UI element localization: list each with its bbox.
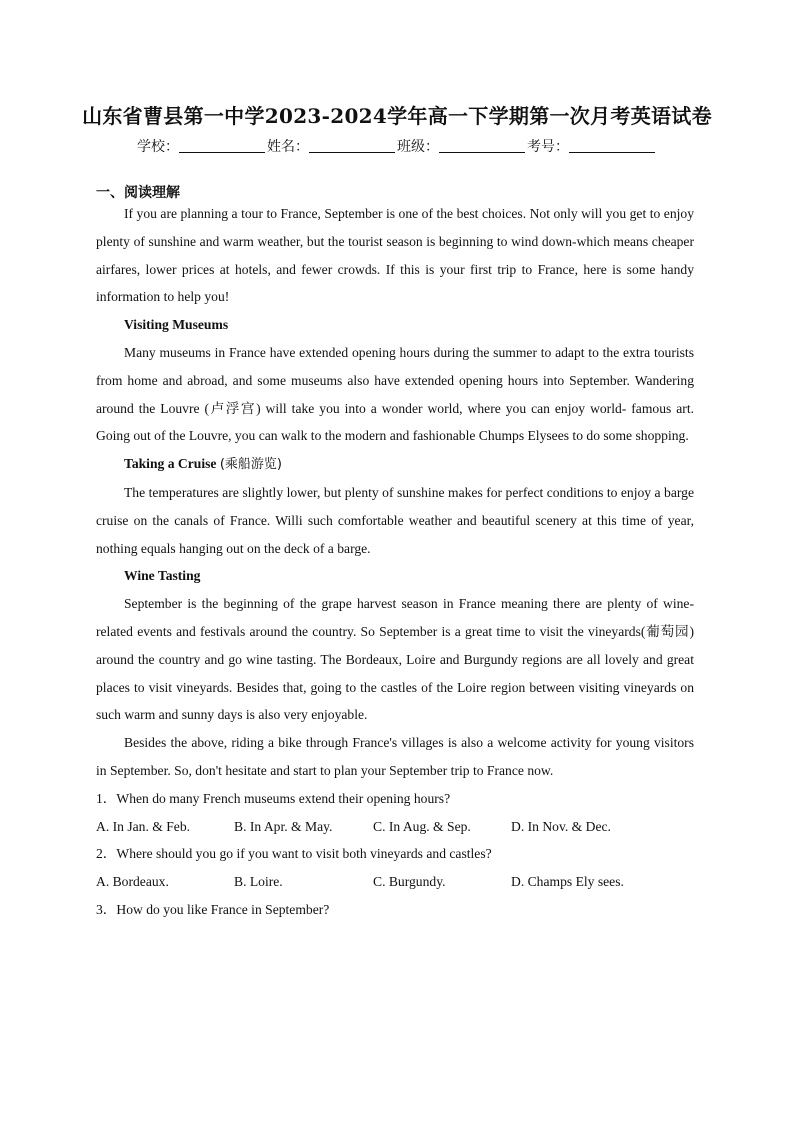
question-2-option-d[interactable]: D. Champs Ely sees. — [511, 874, 624, 890]
passage-closing: Besides the above, riding a bike through France's villages is also a welcome activity for young visitors in September. So, don't hesitate and start to plan your September trip to France now. — [96, 735, 694, 778]
exam-title: 山东省曹县第一中学2023-2024学年高一下学期第一次月考英语试卷 — [82, 104, 712, 128]
question-2-stem: 2．Where should you go if you want to visit both vineyards and castles? — [96, 846, 492, 862]
passage-cruise: The temperatures are slightly lower, but plenty of sunshine makes for perfect conditions to enjoy a barge cruise on the canals of France. Willi such comfortable weather and beautiful scenery at this time of year, nothing equals hanging out on the deck of a barge. — [96, 484, 694, 556]
question-2-options — [96, 868, 694, 896]
question-1-option-c[interactable]: C. In Aug. & Sep. — [373, 818, 471, 834]
exam-number-label: 考号： — [527, 139, 569, 155]
question-2-option-c[interactable]: C. Burgundy. — [373, 874, 446, 890]
school-label: 学校： — [137, 139, 179, 155]
name-label: 姓名： — [267, 139, 309, 155]
school-blank[interactable] — [179, 139, 265, 153]
class-blank[interactable] — [439, 139, 525, 153]
subheading-visiting-museums: Visiting Museums — [124, 317, 229, 333]
passage-museums: Many museums in France have extended opening hours during the summer to adapt to the extra tourists from home and abroad, and some museums also have extended opening hours into September. Wandering around the Louvre (卢浮宫) will take you into a wonder world, where you can enjoy world- famous art. Going out of the Louvre, you can walk to the modern and fashionable Chumps Elysees to do some shopping. — [96, 344, 694, 444]
question-1-option-b[interactable]: B. In Apr. & May. — [234, 818, 333, 834]
question-3-stem: 3．How do you like France in September? — [96, 901, 330, 917]
passage-intro: If you are planning a tour to France, September is one of the best choices. Not only will you get to enjoy plenty of sunshine and warm weather, but the tourist season is beginning to wind down-which means cheaper airfares, lower prices at hotels, and fewer crowds. If this is your first trip to France, here is some handy information to help you! — [96, 206, 694, 305]
question-2-option-a[interactable]: A. Bordeaux. — [96, 874, 169, 890]
subheading-taking-cruise-text: Taking a Cruise — [124, 456, 217, 472]
subheading-taking-cruise — [96, 450, 694, 479]
reading-passage — [96, 200, 694, 924]
subheading-wine-tasting: Wine Tasting — [124, 568, 201, 584]
passage-wine: September is the beginning of the grape harvest season in France meaning there are plenty of wine- related events and festivals around the country. So September is a great time to visit the vineyards(葡萄园) around the country and go wine tasting. The Bordeaux, Loire and Burgundy regions are all lovely and great places to visit vineyards. Besides that, going to the castles of the Loire region between visiting vineyards on such warm and sunny days is also very enjoyable. — [96, 596, 694, 723]
section-heading: 一、阅读理解 — [96, 185, 180, 201]
question-1-stem: 1．When do many French museums extend their opening hours? — [96, 790, 451, 806]
question-1-option-a[interactable]: A. In Jan. & Feb. — [96, 818, 191, 834]
question-2-option-b[interactable]: B. Loire. — [234, 874, 283, 890]
subheading-taking-cruise-cn: (乘船游览) — [219, 457, 282, 473]
name-blank[interactable] — [309, 139, 395, 153]
question-1-options — [96, 813, 694, 841]
exam-number-blank[interactable] — [569, 139, 655, 153]
student-info-line — [0, 136, 794, 156]
question-1-option-d[interactable]: D. In Nov. & Dec. — [511, 818, 611, 834]
class-label: 班级： — [397, 139, 439, 155]
